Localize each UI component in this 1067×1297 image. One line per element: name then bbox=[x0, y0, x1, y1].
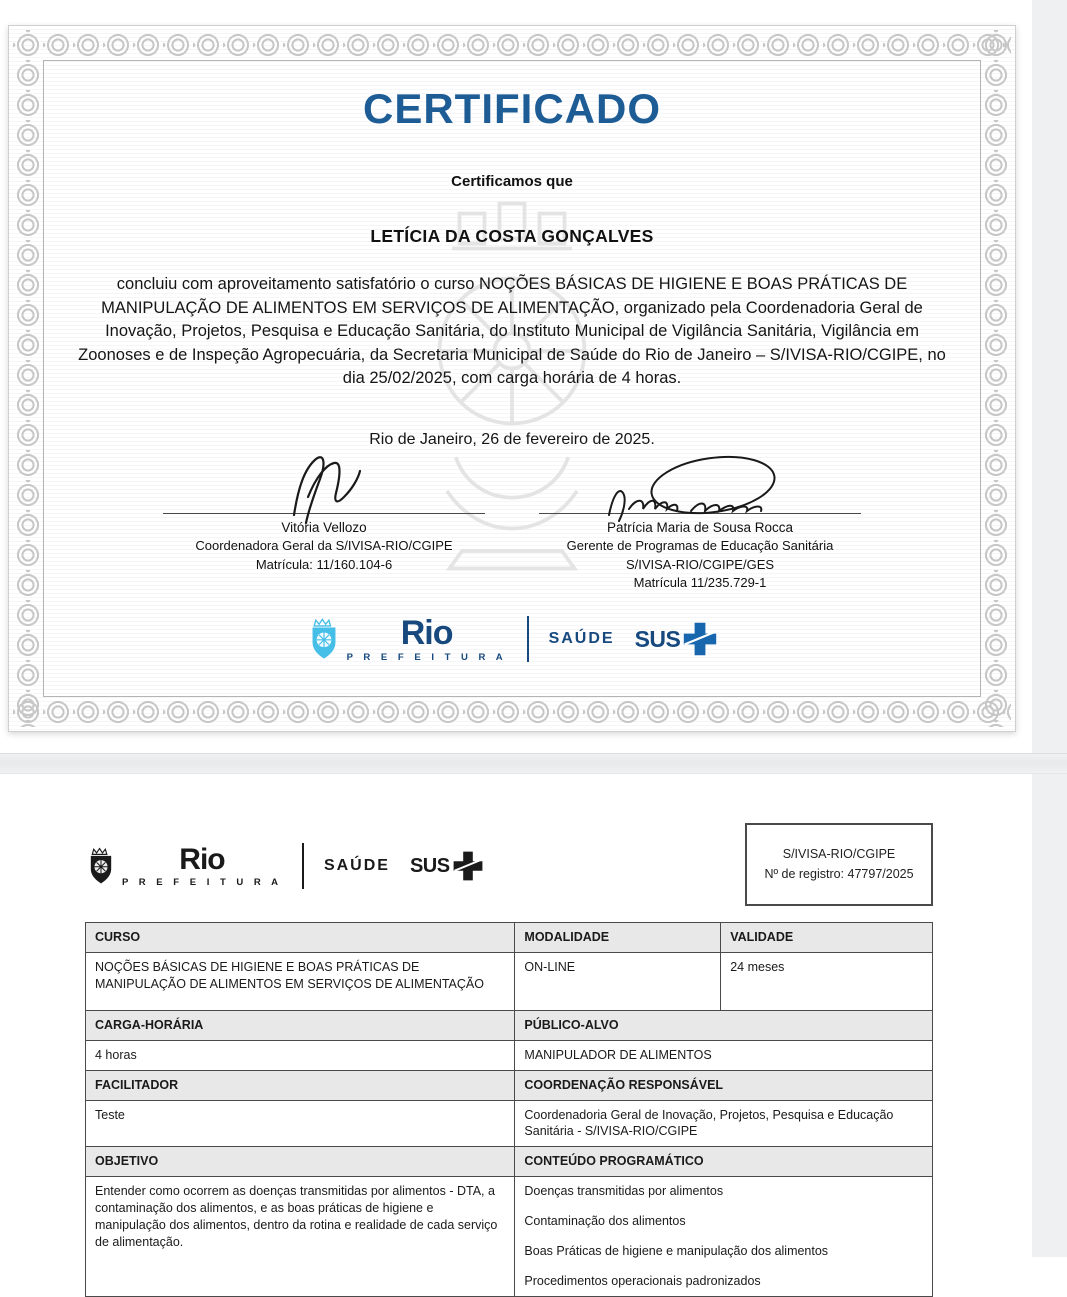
header-conteudo: CONTEÚDO PROGRAMÁTICO bbox=[515, 1147, 933, 1177]
sus-cross-icon bbox=[452, 850, 484, 882]
value-carga-horaria: 4 horas bbox=[86, 1040, 515, 1070]
prefeitura-word: P R E F E I T U R A bbox=[122, 876, 282, 888]
value-validade: 24 meses bbox=[721, 952, 933, 1010]
header-facilitador: FACILITADOR bbox=[86, 1070, 515, 1100]
certificate-logo-row bbox=[44, 613, 980, 663]
prefeitura-word: P R E F E I T U R A bbox=[346, 651, 507, 663]
rio-crest-icon bbox=[85, 845, 117, 887]
header-objetivo: OBJETIVO bbox=[86, 1147, 515, 1177]
signature-block-right bbox=[539, 451, 861, 592]
table-header-row bbox=[86, 1070, 933, 1100]
signer-role: Gerente de Programas de Educação Sanitária bbox=[566, 538, 834, 554]
rio-prefeitura-logo bbox=[306, 613, 507, 663]
logo-divider bbox=[302, 843, 304, 889]
signer-role: Coordenadora Geral da S/IVISA-RIO/CGIPE bbox=[195, 538, 453, 554]
details-logo-row bbox=[85, 843, 484, 889]
certificate-border-ornament-left bbox=[13, 30, 43, 727]
header-validade: VALIDADE bbox=[721, 923, 933, 953]
signer-name: Patrícia Maria de Sousa Rocca bbox=[606, 519, 794, 535]
table-value-row bbox=[86, 1040, 933, 1070]
header-coordenacao: COORDENAÇÃO RESPONSÁVEL bbox=[515, 1070, 933, 1100]
certificate-page bbox=[8, 25, 1016, 732]
sus-word: SUS bbox=[634, 625, 681, 652]
value-coordenacao: Coordenadoria Geral de Inovação, Projetos, Pesquisa e Educação Sanitária - S/IVISA-RIO/CGIPE bbox=[515, 1100, 933, 1147]
saude-wordmark: SAÚDE bbox=[548, 630, 615, 648]
registry-org: S/IVISA-RIO/CGIPE bbox=[782, 847, 896, 862]
certificate-body-text: concluiu com aproveitamento satisfatório o curso NOÇÕES BÁSICAS DE HIGIENE E BOAS PRÁTICAS DE MANIPULAÇÃO DE ALIMENTOS EM SERVIÇOS DE ALIMENTAÇÃO, organizado pela Coordenadoria Geral de Inovação, Projetos, Pesquisa e Educação Sanitária, do Instituto Municipal de Vigilância Sanitária, Vigilância em Zoonoses e de Inspeção Agropecuária, da Secretaria Municipal de Saúde do Rio de Janeiro – S/IVISA-RIO/CGIPE, no dia 25/02/2025, com carga horária de 4 horas. bbox=[78, 275, 946, 387]
viewer-right-gutter bbox=[1032, 0, 1067, 1257]
recipient-name: LETÍCIA DA COSTA GONÇALVES bbox=[370, 226, 654, 246]
conteudo-item: Procedimentos operacionais padronizados bbox=[524, 1273, 761, 1288]
conteudo-item: Boas Práticas de higiene e manipulação dos alimentos bbox=[524, 1243, 829, 1258]
rio-word: Rio bbox=[179, 842, 225, 876]
signer-registration: Matrícula 11/235.729-1 bbox=[633, 574, 767, 590]
certificate-content bbox=[44, 85, 980, 662]
rio-wordmark bbox=[122, 842, 282, 888]
rio-word: Rio bbox=[400, 613, 453, 652]
value-objetivo: Entender como ocorrem as doenças transmitidas por alimentos - DTA, a contaminação dos alimentos, e as boas práticas de higiene e manipulação dos alimentos, dentro da rotina e realidade de cada serviço de alimentação. bbox=[86, 1177, 515, 1297]
logo-divider bbox=[527, 616, 529, 662]
registry-number: Nº de registro: 47797/2025 bbox=[764, 866, 914, 881]
signature-row bbox=[44, 451, 980, 592]
sus-cross-icon bbox=[682, 621, 718, 657]
conteudo-item: Doenças transmitidas por alimentos bbox=[524, 1184, 724, 1199]
sus-word: SUS bbox=[409, 854, 450, 877]
certificate-border-ornament-right bbox=[981, 30, 1011, 727]
table-header-row bbox=[86, 1147, 933, 1177]
sus-logo bbox=[410, 850, 484, 882]
table-header-row bbox=[86, 923, 933, 953]
certificate-border-ornament-top bbox=[13, 30, 1011, 60]
table-value-row bbox=[86, 1100, 933, 1147]
header-publico-alvo: PÚBLICO-ALVO bbox=[515, 1010, 933, 1040]
value-publico-alvo: MANIPULADOR DE ALIMENTOS bbox=[515, 1040, 933, 1070]
course-details-table bbox=[85, 922, 933, 1297]
signer-name: Vitória Vellozo bbox=[281, 519, 367, 535]
header-carga-horaria: CARGA-HORÁRIA bbox=[86, 1010, 515, 1040]
table-value-row bbox=[86, 1177, 933, 1297]
registry-number-box bbox=[745, 823, 933, 906]
rio-wordmark bbox=[346, 613, 507, 663]
sus-logo bbox=[635, 621, 719, 657]
value-facilitador: Teste bbox=[86, 1100, 515, 1147]
value-modalidade: ON-LINE bbox=[515, 952, 721, 1010]
saude-wordmark: SAÚDE bbox=[323, 857, 390, 874]
page-gap-separator bbox=[0, 753, 1067, 774]
certificate-border-ornament-bottom bbox=[13, 697, 1011, 727]
conteudo-item: Contaminação dos alimentos bbox=[524, 1214, 686, 1228]
rio-prefeitura-logo bbox=[85, 842, 282, 888]
rio-crest-icon bbox=[306, 616, 342, 662]
header-curso: CURSO bbox=[86, 923, 515, 953]
signer-org: S/IVISA-RIO/CGIPE/GES bbox=[625, 556, 775, 572]
value-curso: NOÇÕES BÁSICAS DE HIGIENE E BOAS PRÁTICAS DE MANIPULAÇÃO DE ALIMENTOS EM SERVIÇOS DE ALIMENTAÇÃO bbox=[86, 952, 515, 1010]
signature-line bbox=[163, 513, 485, 514]
certificate-date-line: Rio de Janeiro, 26 de fevereiro de 2025. bbox=[369, 430, 655, 448]
certificate-inner-frame bbox=[43, 60, 981, 697]
table-value-row bbox=[86, 952, 933, 1010]
signature-block-left bbox=[163, 451, 485, 592]
certificate-title: CERTIFICADO bbox=[363, 85, 661, 132]
table-header-row bbox=[86, 1010, 933, 1040]
certify-line: Certificamos que bbox=[451, 173, 573, 190]
signer-registration: Matrícula: 11/160.104-6 bbox=[255, 556, 393, 572]
value-conteudo bbox=[515, 1177, 933, 1297]
header-modalidade: MODALIDADE bbox=[515, 923, 721, 953]
